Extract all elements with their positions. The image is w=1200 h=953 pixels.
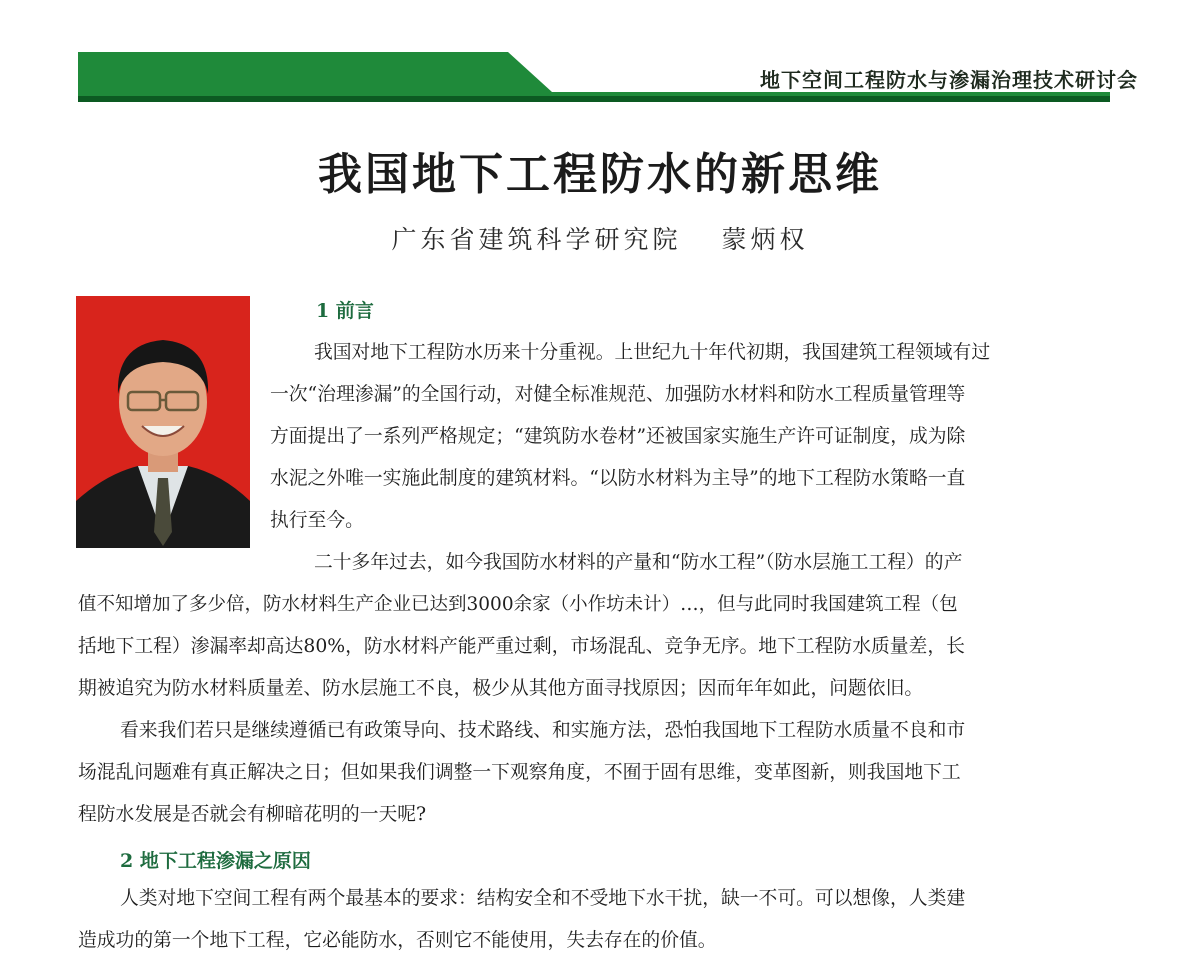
paragraph-3-line: 看来我们若只是继续遵循已有政策导向、技术路线、和实施方法，恐怕我国地下工程防水质量不良和市 — [120, 720, 966, 741]
running-title: 地下空间工程防水与渗漏治理技术研讨会 — [760, 68, 1138, 92]
paragraph-1-line: 我国对地下工程防水历来十分重视。上世纪九十年代初期，我国建筑工程领域有过 — [314, 342, 991, 363]
section-1-heading: 1 前言 — [316, 300, 374, 322]
paragraph-1-line: 一次“治理渗漏”的全国行动，对健全标准规范、加强防水材料和防水工程质量管理等 — [270, 384, 966, 405]
section-2-heading: 2 地下工程渗漏之原因 — [120, 850, 311, 872]
paragraph-2-line: 值不知增加了多少倍，防水材料生产企业已达到3000余家（小作坊未计）…，但与此同时我国建筑工程（包 — [78, 594, 958, 615]
paragraph-4-line: 造成功的第一个地下工程，它必能防水，否则它不能使用，失去存在的价值。 — [78, 930, 717, 951]
paragraph-1-line: 方面提出了一系列严格规定；“建筑防水卷材”还被国家实施生产许可证制度，成为除 — [270, 426, 966, 447]
paragraph-1-line: 执行至今。 — [270, 510, 364, 531]
paragraph-2-line: 期被追究为防水材料质量差、防水层施工不良，极少从其他方面寻找原因；因而年年如此，问题依旧。 — [78, 678, 924, 699]
paragraph-4-line: 人类对地下空间工程有两个最基本的要求：结构安全和不受地下水干扰，缺一不可。可以想像，人类建 — [120, 888, 966, 909]
paragraph-3-line: 场混乱问题难有真正解决之日；但如果我们调整一下观察角度，不囿于固有思维，变革图新，则我国地下工 — [78, 762, 961, 783]
author-affiliation: 广东省建筑科学研究院 — [391, 225, 682, 254]
paragraph-2-line: 括地下工程）渗漏率却高达80%，防水材料产能严重过剩，市场混乱、竞争无序。地下工程防水质量差，长 — [78, 636, 965, 657]
paragraph-3-line: 程防水发展是否就会有柳暗花明的一天呢? — [78, 804, 427, 825]
paragraph-1-line: 水泥之外唯一实施此制度的建筑材料。“以防水材料为主导”的地下工程防水策略一直 — [270, 468, 966, 489]
article-title: 我国地下工程防水的新思维 — [318, 149, 882, 200]
author-portrait — [76, 296, 250, 548]
portrait-image — [76, 296, 250, 548]
paragraph-2-line: 二十多年过去，如今我国防水材料的产量和“防水工程”（防水层施工工程）的产 — [314, 552, 963, 573]
author-name: 蒙炳权 — [721, 225, 809, 254]
byline — [0, 220, 1200, 256]
